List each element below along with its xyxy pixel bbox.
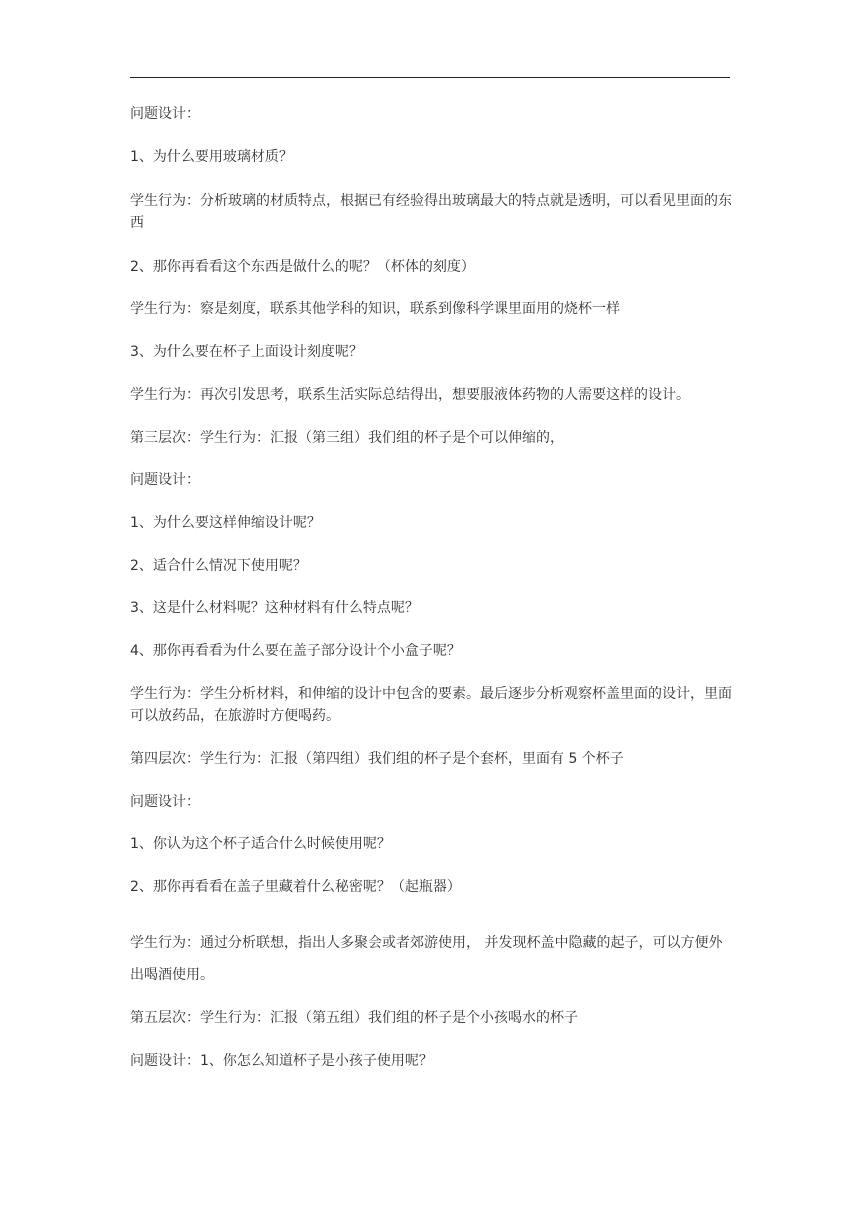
- paragraph: 2、那你再看看在盖子里藏着什么秘密呢？（起瓶器）: [130, 879, 461, 895]
- paragraph: 问题设计：: [130, 106, 200, 122]
- paragraph: 学生行为：通过分析联想，指出人多聚会或者郊游使用， 并发现杯盖中隐藏的起子，可以方便外出喝酒使用。: [130, 935, 723, 983]
- paragraph: 学生行为：察是刻度，联系其他学科的知识，联系到像科学课里面用的烧杯一样: [130, 301, 620, 317]
- paragraph: 问题设计：1、你怎么知道杯子是小孩子使用呢？: [130, 1053, 433, 1069]
- paragraph: 4、那你再看看为什么要在盖子部分设计个小盒子呢？: [130, 643, 461, 659]
- paragraph: 学生行为：学生分析材料，和伸缩的设计中包含的要素。最后逐步分析观察杯盖里面的设计，里面可以放药品，在旅游时方便喝药。: [130, 686, 732, 724]
- paragraph: 1、为什么要这样伸缩设计呢？: [130, 515, 321, 531]
- paragraph: 问题设计：: [130, 472, 200, 488]
- paragraph: 1、为什么要用玻璃材质？: [130, 149, 293, 165]
- paragraph: 第五层次：学生行为：汇报（第五组）我们组的杯子是个小孩喝水的杯子: [130, 1010, 578, 1026]
- paragraph: 问题设计：: [130, 794, 200, 810]
- paragraph: 第四层次：学生行为：汇报（第四组）我们组的杯子是个套杯，里面有 5 个杯子: [130, 751, 624, 767]
- paragraph: 学生行为：再次引发思考，联系生活实际总结得出，想要服液体药物的人需要这样的设计。: [130, 387, 690, 403]
- paragraph: 3、这是什么材料呢？这种材料有什么特点呢？: [130, 600, 419, 616]
- paragraph: 2、适合什么情况下使用呢？: [130, 558, 307, 574]
- paragraph: 3、为什么要在杯子上面设计刻度呢？: [130, 344, 363, 360]
- paragraph: 2、那你再看看这个东西是做什么的呢？（杯体的刻度）: [130, 259, 475, 275]
- paragraph: 学生行为：分析玻璃的材质特点，根据已有经验得出玻璃最大的特点就是透明，可以看见里面的东西: [130, 193, 732, 231]
- header-rule: [130, 77, 730, 78]
- paragraph: 1、你认为这个杯子适合什么时候使用呢？: [130, 836, 391, 852]
- paragraph: 第三层次：学生行为：汇报（第三组）我们组的杯子是个可以伸缩的，: [130, 430, 564, 446]
